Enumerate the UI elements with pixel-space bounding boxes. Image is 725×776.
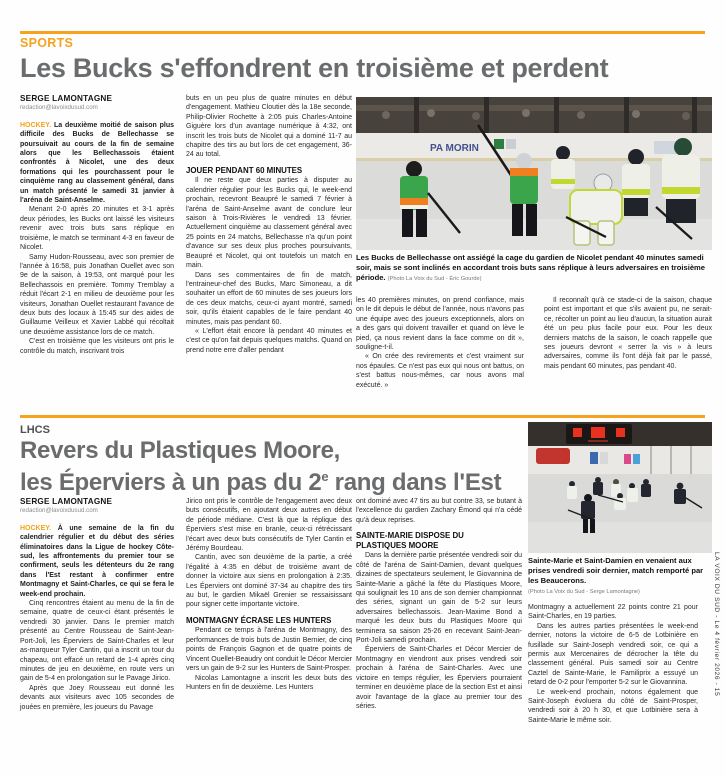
article2-subhead-sainte-marie: SAINTE-MARIE DISPOSE DU PLASTIQUES MOORE	[356, 531, 464, 550]
article1-byline: SERGE LAMONTAGNE	[20, 94, 113, 103]
paragraph: Dans ses commentaires de fin de match, l'entraineur-chef des Bucks, Marc Simoneau, a dit souhaiter un effort de 60 minutes de ses joueurs lors de ces deux matchs, ceux-ci ayant montré, samedi soir, qu'ils étaient capables de le faire pendant 40 minutes, mais pas pendant 60.	[186, 271, 352, 326]
article2-byline: SERGE LAMONTAGNE	[20, 497, 113, 506]
article1-column-2	[186, 94, 352, 355]
paragraph: buts en un peu plus de quatre minutes en début d'engagement. Mathieu Cloutier dès la 18e seconde, Philip-Olivier Rochette à 2:05 puis Charles-Antoine Giguère lors d'un avantage numérique à 4:32, ont inscrit les trois buts de Nicolet qui a dominé 11-7 au chapitre des tirs au but lors de cet engagement, 36-24 au total.	[186, 95, 352, 159]
article2-column-4	[528, 603, 698, 725]
article2-headline-line2-end: rang dans l'Est	[328, 469, 502, 496]
article2-byline-email: redaction@lavoixdusud.com	[20, 507, 98, 515]
photo2-caption	[528, 556, 712, 597]
paragraph: Le week-end prochain, notons également que Saint-Joseph évoluera du côté de Saint-Prosper, vendredi soir à 20 h 30, et que Lotbinière sera à Sainte-Marie le même soir.	[528, 688, 698, 724]
article2-headline-line2: les Éperviers à un pas du 2	[20, 469, 322, 496]
paragraph: Menant 2-0 après 20 minutes et 3-1 après deux périodes, les Bucks ont laissé les visiteurs revenir avec trois buts sans réplique en troisième, le match se terminant 4-3 en faveur de Nicolet.	[20, 206, 174, 252]
paragraph: « L'effort était encore là pendant 40 minutes et c'est ce qu'on fait depuis quelques matchs. Quand on prend notre erre d'aller pendant	[186, 327, 352, 354]
article2-column-1	[20, 497, 174, 712]
photo1-credit: (Photo La Voix du Sud - Éric Gourde)	[387, 276, 482, 282]
paragraph: Dans la dernière partie présentée vendredi soir du côté de l'aréna de Saint-Damien, devant quelques dizaines de spectateurs seulement, le Giovannina de Sainte-Marie a gâché la fête du Plastiques Moore, qui soulignait les 10 ans de son dernier championnat des séries, signant un gain de 5-2 sur leurs adversaires bellechassois. Jean-Maxime Bond a marqué les deux buts du Plastiques Moore qui terminera sa saison 25-26 en recevant Saint-Jean-Port-Joli samedi prochain.	[356, 552, 522, 645]
rink-wide-photo	[528, 422, 712, 553]
paragraph: Éperviers de Saint-Charles et Décor Mercier de Montmagny en viendront aux prises vendredi soir prochain à l'aréna de Saint-Charles. Avec une victoire en temps régulier, les Éperviers pourraient terminer en deuxième place de la section Est et ainsi avoir l'avantage de la glace au premier tour des séries.	[356, 646, 522, 710]
article2-subhead-montmagny: MONTMAGNY ÉCRASE LES HUNTERS	[186, 615, 332, 625]
paragraph: Nicolas Lamontagne a inscrit les deux buts des Hunters en fin de deuxième. Les Hunters	[186, 674, 352, 691]
paragraph: Montmagny a actuellement 22 points contre 21 pour Saint-Charles, en 19 parties.	[528, 604, 698, 621]
article2-lead-text: À une semaine de la fin du calendrier régulier et du début des séries éliminatoires dans la Ligue de hockey Côte-sud, les affrontements du premier tour se confirment, seuls les détenteurs du 2e rang dans l'Est restant à confirmer entre Montmagny et Saint-Charles, ce qui se fera le week-end prochain.	[20, 524, 174, 598]
photo1-caption-text: Les Bucks de Bellechasse ont assiégé la cage du gardien de Nicolet pendant 40 minutes samedi soir, mais se sont inclinés en accordant trois buts sans réplique à leurs adversaires en troisième période.	[356, 253, 706, 282]
paragraph: Pendant ce temps à l'aréna de Montmagny, des performances de trois buts de Justin Bernier, de cinq points de François Gagnon et de quatre points de Vincent Ouellet-Beaudry ont conduit le Décor Mercier vers un gain de 9-2 sur les Hunters de Saint-Prosper.	[186, 627, 352, 673]
article1-column-1	[20, 94, 174, 356]
paragraph: Dans les autres parties présentées le week-end dernier, notons la victoire de 6-5 de Lotbinière en fusillade sur Saint-Joseph vendredi soir, ce qui a permis aux Mercenaires de décrocher la tête du classement général. Puis samedi soir au Centre Caztel de Sainte-Marie, le Familiprix a essuyé un retard de 0-2 pour l'emporter 5-2 sur le Giovannina.	[528, 622, 698, 687]
paragraph: « On crée des revirements et c'est vraiment sur nos épaules. Ce n'est pas eux qui nous ont battus, on s'est battus nous-mêmes, car nous avons mal exécuté. »	[356, 353, 524, 389]
section-rule-middle	[20, 415, 705, 418]
article1-lead-paragraph	[20, 121, 174, 206]
article1-subhead: JOUER PENDANT 60 MINUTES	[186, 165, 303, 175]
article2-lead-paragraph	[20, 524, 174, 599]
paragraph: Il reconnaît qu'à ce stade-ci de la saison, chaque point est important et que s'ils avaient pu, ne serait-ce, récolter un point au lieu d'aucun, la situation aurait été un peu plus facile pour eux. Pour les deux derniers matchs de la saison, le coach rappelle que ses joueurs devront « serrer la vis » à leurs adversaires, comme ils l'ont déjà fait par le passé, mais pendant 60 minutes, pas pendant 40.	[544, 297, 712, 370]
article2-headline-line1: Revers du Plastiques Moore,	[20, 437, 341, 464]
rink-red-kiosk	[536, 448, 570, 464]
paragraph: ont dominé avec 47 tirs au but contre 33, se butant à l'excellence du gardien Zachary Émond qui n'a cédé qu'à deux reprises.	[356, 498, 522, 524]
headline-superscript: e	[321, 469, 329, 484]
article1-lead-text: La deuxième moitié de saison plus difficile des Bucks de Bellechasse se poursuivait au cours de la fin de semaine alors que les Bellechassois étaient confrontés à Nicolet, une des deux formations qui les pourchassent pour le cinquième rang au classement général, dans un match présenté le samedi 31 janvier à l'aréna de Saint-Anselme.	[20, 121, 174, 205]
article2-column-2	[186, 497, 352, 692]
hockey-action-photo	[356, 97, 712, 250]
paragraph: Cinq rencontres étaient au menu de la fin de semaine, quatre de ceux-ci étant présentés le vendredi 30 janvier. Dans le premier match présenté au Centre Rousseau de Saint-Jean-Port-Joli, les Éperviers de Saint-Charles et leur as-marqueur Tyler Cantin, qui a inscrit un tour du chapeau, ont effacé un retard de 1-4 après cinq minutes de jeu en deuxième, en route vers un gain de 5-4 en prolongation sur le Pavage Jirico.	[20, 600, 174, 683]
paragraph: Cantin, avec son deuxième de la partie, a créé l'égalité à 4:35 en début de troisième avant de donner la victoire aux siens en prolongation à 2:35. Les Éperviers ont dominé 37-34 au chapitre des tirs au but, le gardien Mikaël Grenier se ressaisissant pour signer cette importante victoire.	[186, 554, 352, 609]
section-rule-top	[20, 31, 705, 34]
article2-headline	[20, 438, 525, 496]
article1-column-4	[544, 296, 712, 371]
section-kicker-lhcs: LHCS	[20, 424, 50, 436]
article2-column-3	[356, 497, 522, 711]
photo2-caption-text: Sainte-Marie et Saint-Damien en venaient aux prises vendredi soir dernier, match remporté par les Beaucerons.	[528, 556, 704, 585]
paragraph: Il ne reste que deux parties à disputer au calendrier régulier pour les Bucks qui, le week-end prochain, recevront Beaupré le samedi 7 février à l'aréna de Saint-Anselme avant de conclure leur saison à Trois-Rivières le vendredi 13 février. Actuellement cinquième au classement général avec 25 points en 24 matchs, Bellechasse n'a qu'un point d'avance sur ses deux plus proches poursuivants, Beaupré et Nicolet, qui ont toutefois un match en main.	[186, 177, 352, 270]
paragraph: Jirico ont pris le contrôle de l'engagement avec deux buts consécutifs, en ajoutant deux autres en début de période médiane. C'est là que la réplique des Éperviers s'est mise en branle, ceux-ci rétrécissant l'écart avec deux buts consécutifs de Tyler Cantin et Jérémy Bourdeau.	[186, 498, 352, 553]
paragraph: Après que Joey Rousseau eut donné les devants aux visiteurs avec 105 secondes de jouées en première, les joueurs du Pavage	[20, 684, 174, 711]
photo1-caption	[356, 253, 712, 284]
paragraph: les 40 premières minutes, on prend confiance, mais on le dit depuis le début de l'année, nous n'avons pas une équipe avec des joueurs exceptionnels, alors on a des gars qui doivent travailler et quand on lève le pied, ça nous revient dans la face comme on dit », souligne-t-il.	[356, 297, 524, 352]
page-edge-masthead: LA VOIX DU SUD - Le 4 février 2026 - 15	[713, 552, 720, 697]
paragraph: C'est en troisième que les visiteurs ont pris le contrôle du match, inscrivant trois	[20, 338, 174, 355]
hockey-label: HOCKEY.	[20, 524, 52, 532]
rink-wide-illustration	[528, 422, 712, 553]
article1-byline-email: redaction@lavoixdusud.com	[20, 104, 98, 112]
photo2-credit: (Photo La Voix du Sud - Serge Lamontagne)	[528, 589, 640, 595]
paragraph: Samy Hudon-Rousseau, avec son premier de l'année à 16:58, puis Jonathan Ouellet avec son 9e de la saison, à 19:53, ont marqué pour les Bellechassois en première. Tommy Tremblay a réduit l'écart 2-1 en milieu de deuxième pour les visiteurs, Jonathan Ouellet restaurant l'avance de deux buts des locaux à 15:45 sur des aides de Guillaume Veilleux et Xavier Labbé qui récoltait une deuxième assistance lors de ce match.	[20, 253, 174, 336]
article1-headline: Les Bucks s'effondrent en troisième et perdent	[20, 53, 609, 83]
hockey-action-illustration	[356, 97, 712, 250]
board-ad-text: PA MORIN	[430, 143, 479, 154]
article1-column-3	[356, 296, 524, 390]
section-kicker-sports: SPORTS	[20, 36, 74, 50]
hockey-label: HOCKEY.	[20, 121, 52, 129]
